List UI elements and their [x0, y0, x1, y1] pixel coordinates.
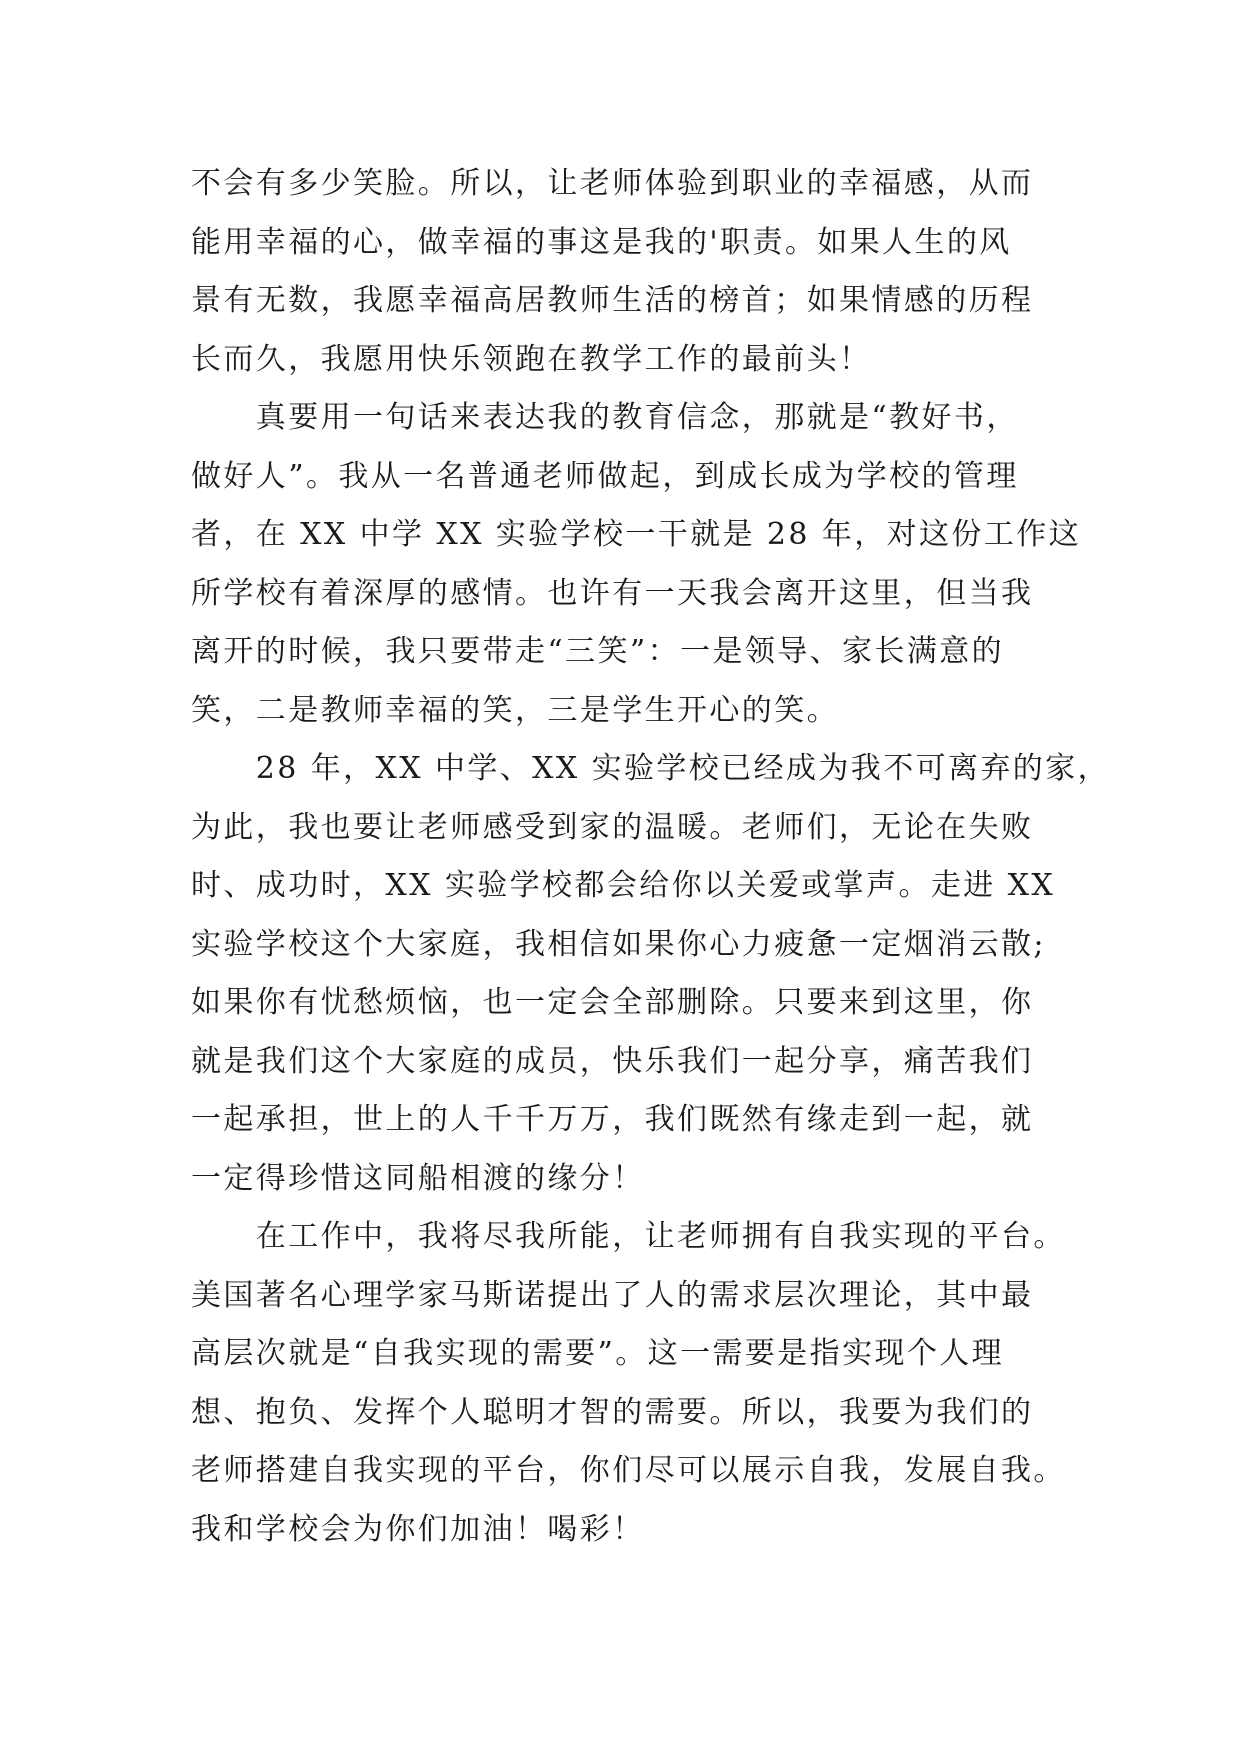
text-line: 所学校有着深厚的感情。也许有一天我会离开这里，但当我 — [191, 575, 1034, 611]
text-line: 一定得珍惜这同船相渡的缘分！ — [191, 1160, 645, 1196]
text-line: 长而久，我愿用快乐领跑在教学工作的最前头！ — [191, 341, 872, 377]
text-line: 景有无数，我愿幸福高居教师生活的榜首；如果情感的历程 — [191, 283, 1034, 318]
text-line: 我和学校会为你们加油！喝彩！ — [191, 1511, 645, 1547]
text-line: 能用幸福的心，做幸福的事这是我的'职责。如果人生的风 — [191, 224, 1012, 260]
text-line: 老师搭建自我实现的平台，你们尽可以展示自我，发展自我。 — [191, 1453, 1066, 1488]
text-line: 美国著名心理学家马斯诺提出了人的需求层次理论，其中最 — [191, 1277, 1034, 1313]
text-line: 不会有多少笑脸。所以，让老师体验到职业的幸福感，从而 — [191, 166, 1034, 201]
text-line: 在工作中，我将尽我所能，让老师拥有自我实现的平台。 — [191, 1219, 1066, 1254]
text-line: 笑，二是教师幸福的笑，三是学生开心的笑。 — [191, 692, 839, 728]
text-line: 一起承担，世上的人千千万万，我们既然有缘走到一起，就 — [191, 1102, 1034, 1137]
text-line: 高层次就是“自我实现的需要”。这一需要是指实现个人理 — [191, 1336, 1005, 1371]
text-line: 真要用一句话来表达我的教育信念，那就是“教好书， — [191, 400, 1019, 435]
text-line: 实验学校这个大家庭，我相信如果你心力疲惫一定烟消云散; — [191, 926, 1046, 962]
text-line: 就是我们这个大家庭的成员，快乐我们一起分享，痛苦我们 — [191, 1043, 1034, 1079]
text-line: 者，在 XX 中学 XX 实验学校一干就是 28 年，对这份工作这 — [191, 517, 1082, 552]
document-body — [191, 155, 1111, 1559]
text-line: 时、成功时，XX 实验学校都会给你以关爱或掌声。走进 XX — [191, 868, 1056, 903]
text-line: 如果你有忧愁烦恼，也一定会全部删除。只要来到这里，你 — [191, 985, 1034, 1020]
text-line: 为此，我也要让老师感受到家的温暖。老师们，无论在失败 — [191, 809, 1034, 845]
text-line: 28 年，XX 中学、XX 实验学校已经成为我不可离弃的家， — [191, 751, 1111, 786]
text-line: 离开的时候，我只要带走“三笑”：一是领导、家长满意的 — [191, 634, 1005, 669]
text-line: 想、抱负、发挥个人聪明才智的需要。所以，我要为我们的 — [191, 1394, 1034, 1430]
text-line: 做好人”。我从一名普通老师做起，到成长成为学校的管理 — [191, 458, 1019, 494]
